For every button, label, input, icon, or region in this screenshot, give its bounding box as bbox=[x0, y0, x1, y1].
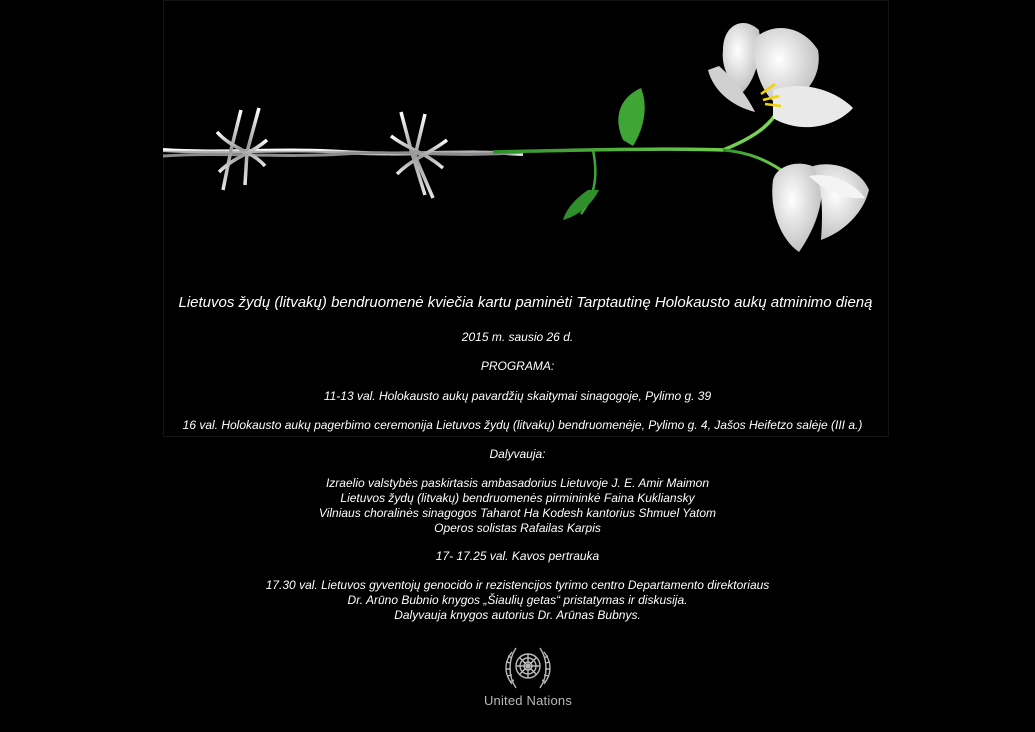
participants-title-text: Dalyvauja: bbox=[489, 447, 546, 461]
program-item-1 bbox=[0, 389, 1035, 404]
coffee-break-text: 17- 17.25 val. Kavos pertrauka bbox=[435, 549, 600, 563]
program-item-2 bbox=[5, 418, 1035, 433]
tulip-flower-upper bbox=[708, 23, 853, 127]
un-emblem-icon bbox=[500, 642, 556, 694]
invitation-headline: Lietuvos žydų (litvakų) bendruomenė kviečia kartu paminėti Tarptautinę Holokausto aukų atminimo dieną bbox=[178, 294, 873, 311]
tulip-flower-lower bbox=[772, 164, 869, 252]
participant-line: Vilniaus choralinės sinagogos Taharot Ha Kodesh kantorius Shmuel Yatom bbox=[318, 506, 717, 520]
final-session-line: Dalyvauja knygos autorius Dr. Arūnas Bubnys. bbox=[394, 608, 641, 622]
program-title-text: PROGRAMA: bbox=[480, 359, 555, 373]
event-date bbox=[0, 330, 1035, 345]
barbed-wire-tulip-illustration bbox=[163, 0, 889, 290]
united-nations-label: United Nations bbox=[483, 693, 573, 708]
united-nations-logo bbox=[478, 642, 578, 712]
final-session-line: Dr. Arūno Bubnio knygos „Šiaulių getas“ pristatymas ir diskusija. bbox=[347, 593, 688, 607]
participant-line: Operos solistas Rafailas Karpis bbox=[434, 521, 601, 535]
program-item-1-text: 11-13 val. Holokausto aukų pavardžių skaitymai sinagogoje, Pylimo g. 39 bbox=[323, 389, 712, 403]
coffee-break bbox=[0, 549, 1035, 564]
participant-line: Izraelio valstybės paskirtasis ambasadorius Lietuvoje J. E. Amir Maimon bbox=[325, 476, 710, 490]
participants-title bbox=[0, 447, 1035, 462]
tulip-leaves bbox=[563, 88, 645, 220]
participant-line: Lietuvos žydų (litvakų) bendruomenės pirmininkė Faina Kukliansky bbox=[340, 491, 695, 505]
final-session-line: 17.30 val. Lietuvos gyventojų genocido ir rezistencijos tyrimo centro Departamento direktoriaus bbox=[265, 578, 770, 592]
participants-list bbox=[0, 476, 1035, 536]
program-title bbox=[0, 359, 1035, 374]
final-session bbox=[0, 578, 1035, 623]
program-item-2-text: 16 val. Holokausto aukų pagerbimo ceremonija Lietuvos žydų (litvakų) bendruomenėje, Pylimo g. 4, Jašos Heifetzo salėje (III a.) bbox=[182, 418, 863, 432]
event-date-text: 2015 m. sausio 26 d. bbox=[461, 330, 574, 344]
barbed-wire bbox=[163, 108, 523, 198]
